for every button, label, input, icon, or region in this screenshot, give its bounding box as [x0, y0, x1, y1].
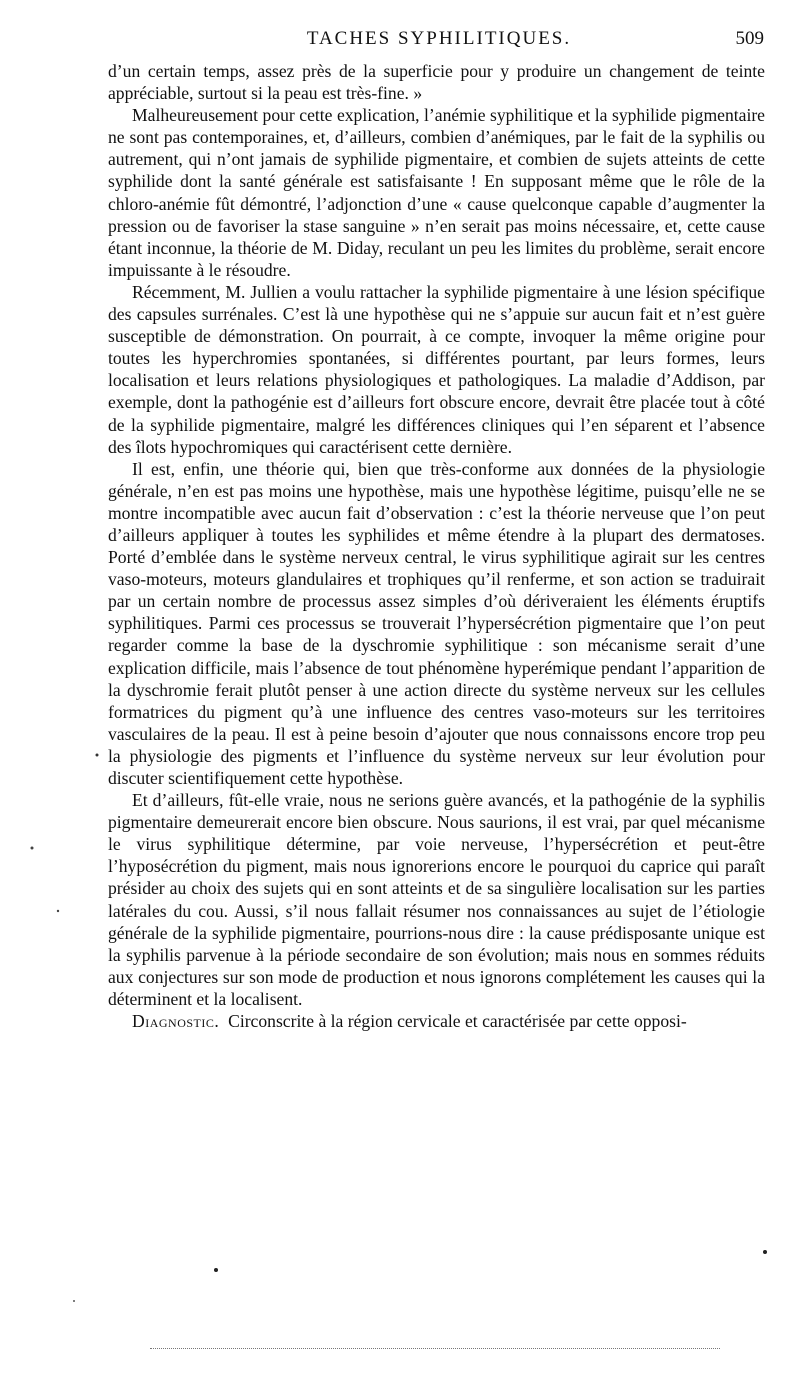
paragraph-jullien: Récemment, M. Jullien a voulu rattacher la syphilide pigmentaire à une lésion spécifique des capsules surrénales. C’est là une hypothèse qui ne s’appuie sur aucun fait et n’est guère susceptible de démonstration. On pourrait, à ce compte, invoquer la même origine pour toutes les hyperchromies spontanées, si différentes pourtant, par leurs formes, leurs localisation et leurs relations physiologiques et pathologiques. La maladie d’Addison, par exemple, dont la pathogénie est d’ailleurs fort obscure encore, devrait être placée tout à côté de la syphilide pigmentaire, malgré les différences cliniques qui l’en séparent et l’absence des îlots hypochromiques qui caractérisent cette dernière.	[108, 281, 765, 457]
ink-speck	[57, 910, 59, 912]
diagnostic-text: Circonscrite à la région cervicale et caractérisée par cette opposi-	[228, 1011, 687, 1032]
paragraph-etiology-summary: Et d’ailleurs, fût-elle vraie, nous ne serions guère avancés, et la pathogénie de la syphilis pigmentaire demeurerait encore bien obscure. Nous saurions, il est vrai, par quel mécanisme le virus syphilitique détermine, par voie nerveuse, l’hypersécrétion et peut-être l’hyposécrétion du pigment, mais nous ignorerions encore le pourquoi du caprice qui paraît présider au choix des sujets qui en sont atteints et de sa singulière localisation sur les parties latérales du cou. Aussi, s’il nous fallait résumer nos connaissances au sujet de l’étiologie générale de la syphilide pigmentaire, pourrions-nous dire : la cause prédisposante unique est la syphilis parvenue à la période secondaire de son évolution; mais nous en sommes réduits aux conjectures sur son mode de production et nous ignorons complétement les causes qui la déterminent et la localisent.	[108, 790, 765, 1009]
running-title: TACHES SYPHILITIQUES.	[306, 28, 572, 49]
paragraph-continuation: d’un certain temps, assez près de la superficie pour y produire un changement de teinte appréciable, surtout si la peau est très-fine. »	[108, 61, 765, 104]
ink-speck	[763, 1250, 767, 1254]
paragraph-nervous-theory: Il est, enfin, une théorie qui, bien que très-conforme aux données de la physiologie générale, n’en est pas moins une hypothèse, mais une hypothèse légitime, puisqu’elle ne se montre incompatible avec aucun fait d’observation : c’est la théorie nerveuse que l’on peut d’ailleurs appliquer à toutes les syphilides et même étendre à la plupart des dermatoses. Porté d’emblée dans le système nerveux central, le virus syphilitique agirait sur les centres vaso-moteurs, moteurs glandulaires et trophiques qu’il renferme, et son action se traduirait par un certain nombre de processus assez simples d’où dériveraient les éléments éruptifs syphilitiques. Parmi ces processus se trouverait l’hypersécrétion pigmentaire que l’on peut regarder comme la base de la dyschromie syphilitique : son mécanisme serait d’une explication difficile, mais l’absence de tout phénomène hyperémique pendant l’apparition de la dyschromie ferait plutôt penser à une action directe du système nerveux sur les cellules formatrices du pigment qu’à une influence des centres vaso-moteurs sur les territoires vasculaires de la peau. Il est à peine besoin d’ajouter que nous connaissons encore trop peu la physiologie des pigments et l’influence du système nerveux sur leur évolution pour discuter scientifiquement cette hypothèse.	[108, 458, 765, 788]
paragraph-anemia: Malheureusement pour cette explication, l’anémie syphilitique et la syphilide pigmentaire ne sont pas contemporaines, et, d’ailleurs, combien d’anémiques, par le fait de la syphilis ou autrement, qui n’ont jamais de syphilide pigmentaire, et combien de sujets atteints de cette syphilide dont la santé générale est satisfaisante ! En supposant même que le rôle de la chloro-anémie fût démontré, l’adjonction d’une « cause quelconque capable d’augmenter la pression ou de favoriser la stase sanguine » n’en serait pas moins nécessaire, et, cette cause étant inconnue, la théorie de M. Diday, reculant un peu les limites du problème, serait encore impuissante à le résoudre.	[108, 105, 765, 280]
ink-speck	[31, 847, 34, 850]
ink-speck	[214, 1268, 218, 1272]
bottom-bleed-rule	[150, 1348, 720, 1349]
ink-speck	[73, 1300, 75, 1302]
page-number: 509	[735, 28, 764, 49]
section-heading-diagnostic: Diagnostic.	[132, 1011, 220, 1032]
ink-speck	[96, 754, 99, 757]
